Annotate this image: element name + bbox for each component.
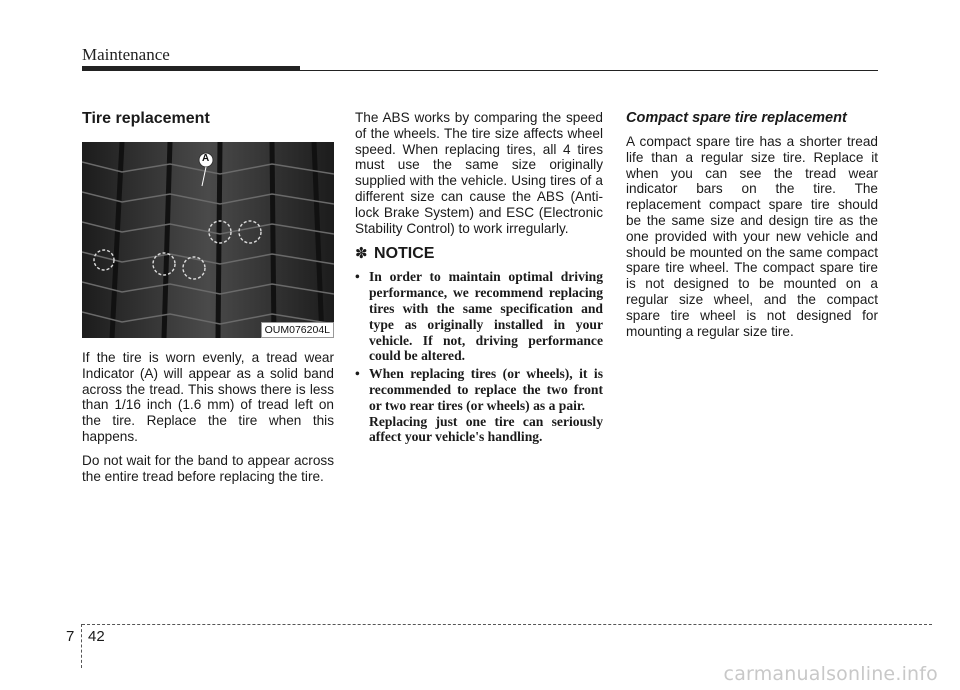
header-rule-thick (82, 66, 300, 71)
tire-replacement-heading: Tire replacement (82, 110, 210, 127)
indicator-a-label: A (202, 153, 210, 164)
header-rule-thin (300, 70, 878, 71)
paragraph: If the tire is worn evenly, a tread wear Indicator (A) will appear as a solid band across the tread. This shows there is less than 1/16 inch (1.6 mm) of tread left on the tire. Replace the tire when this happens. (82, 350, 334, 444)
notice-item-text: In order to maintain optimal driving performance, we recommend replacing tires with the same specification and type as originally installed in your vehicle. If not, driving performance could be altered. (369, 269, 603, 364)
compact-spare-heading: Compact spare tire replacement (626, 110, 847, 126)
tire-tread-illustration (82, 142, 334, 338)
section-header-title: Maintenance (82, 45, 170, 64)
notice-label: NOTICE (374, 245, 435, 263)
notice-item (355, 366, 603, 445)
paragraph: Do not wait for the band to appear across the entire tread before replacing the tire. (82, 452, 334, 484)
bullet-icon: • (355, 366, 360, 382)
chapter-number: 7 (66, 628, 75, 645)
footer-rule (82, 624, 932, 625)
right-column (626, 110, 878, 347)
notice-item (355, 269, 603, 364)
notice-title (355, 244, 603, 263)
figure-code: OUM076204L (261, 322, 334, 338)
notice-item-extra: Replacing just one tire can seriously affect your vehicle's handling. (369, 413, 603, 445)
tire-tread-figure (82, 142, 334, 338)
page-number: 42 (88, 628, 105, 645)
watermark: carmanualsonline.info (723, 663, 938, 685)
bullet-icon: • (355, 269, 360, 285)
left-column (82, 110, 334, 492)
notice-list (355, 269, 603, 445)
middle-column (355, 110, 603, 447)
notice-item-text: When replacing tires (or wheels), it is recommended to replace the two front or two rear tires (or wheels) as a pair. (369, 366, 603, 413)
compact-spare-paragraph: A compact spare tire has a shorter tread life than a regular size tire. Replace it when you can see the tread wear indicator bars on the tire. The replacement compact spare tire should be the same size and design tire as the one provided with your new vehicle and should be mounted on the same compact spare tire wheel. The compact spare tire is not designed to be mounted on a regular size wheel, and the compact spare tire wheel is not designed for mounting a regular size tire. (626, 134, 878, 339)
notice-symbol-icon: ✽ (355, 245, 368, 263)
abs-paragraph: The ABS works by comparing the speed of the wheels. The tire size affects wheel speed. When replacing tires, all 4 tires must use the same size originally supplied with the vehicle. Using tires of a different size can cause the ABS (Anti-lock Brake System) and ESC (Electronic Stability Control) to work irregularly. (355, 110, 603, 236)
footer-divider (81, 624, 82, 668)
